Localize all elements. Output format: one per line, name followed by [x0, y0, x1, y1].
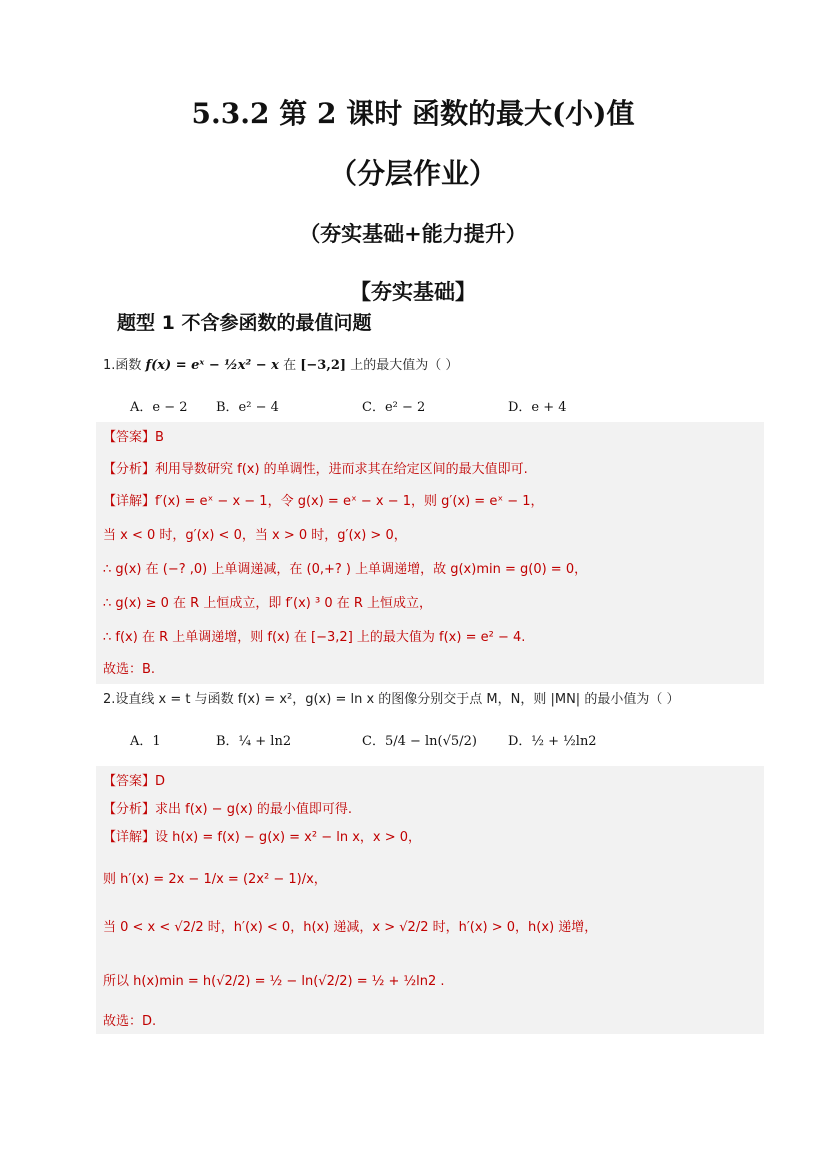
- q2-detail-1: 【详解】设 h(x) = f(x) − g(x) = x² − ln x，x > 0，: [103, 830, 422, 845]
- q2-answer: 【答案】D: [103, 774, 166, 789]
- q1-stem-b: 在: [283, 358, 297, 373]
- q1-option-a: A．e − 2: [130, 400, 188, 415]
- q1-detail-2: 当 x < 0 时，g′(x) < 0，当 x > 0 时，g′(x) > 0，: [103, 528, 407, 543]
- q1-choice: 故选：B.: [103, 662, 156, 677]
- q1-function: f(x) = eˣ − ½x² − x: [145, 358, 279, 373]
- q1-stem-a: 1.函数: [103, 358, 142, 373]
- q2-detail-2: 则 h′(x) = 2x − 1/x = (2x² − 1)/x，: [103, 872, 327, 887]
- q1-interval: [−3,2]: [300, 358, 347, 373]
- q2-option-b: B．¼ + ln2: [216, 734, 292, 749]
- question-2-options: [0, 730, 826, 752]
- q2-option-d: D．½ + ½ln2: [508, 734, 597, 749]
- question-2-answer-box: [96, 766, 764, 1034]
- q1-detail-5: ∴ f(x) 在 R 上单调递增，则 f(x) 在 [−3,2] 上的最大值为 f(x) = e² − 4.: [103, 630, 526, 645]
- section-heading: 【夯实基础】: [350, 279, 476, 304]
- q1-option-b: B．e² − 4: [216, 400, 279, 415]
- q1-option-d: D．e + 4: [508, 400, 567, 415]
- q1-detail-3: ∴ g(x) 在 (−? ,0) 上单调递减，在 (0,+? ) 上单调递增，故 g(x)min = g(0) = 0，: [103, 562, 588, 577]
- q2-detail-3: 当 0 < x < √2/2 时，h′(x) < 0，h(x) 递减，x > √2/2 时，h′(x) > 0，h(x) 递增，: [103, 920, 598, 935]
- type-heading: 题型 1 不含参函数的最值问题: [117, 312, 372, 334]
- question-2-stem: 2.设直线 x = t 与函数 f(x) = x²，g(x) = ln x 的图像分别交于点 M，N，则 |MN| 的最小值为（ ）: [103, 692, 680, 707]
- q2-detail-4: 所以 h(x)min = h(√2/2) = ½ − ln(√2/2) = ½ + ½ln2 .: [103, 974, 445, 989]
- page-title: 5.3.2 第 2 课时 函数的最大(小)值: [191, 97, 635, 130]
- question-1-stem: [103, 354, 458, 373]
- q1-answer: 【答案】B: [103, 430, 164, 445]
- q1-option-c: C．e² − 2: [362, 400, 426, 415]
- q1-detail-1: 【详解】f′(x) = eˣ − x − 1，令 g(x) = eˣ − x − 1，则 g′(x) = eˣ − 1，: [103, 494, 544, 509]
- q1-stem-c: 上的最大值为（ ）: [350, 358, 459, 373]
- q1-detail-4: ∴ g(x) ≥ 0 在 R 上恒成立，即 f′(x) ³ 0 在 R 上恒成立，: [103, 596, 433, 611]
- q2-option-a: A．1: [130, 734, 161, 749]
- q2-analysis: 【分析】求出 f(x) − g(x) 的最小值即可得.: [103, 802, 353, 817]
- q2-option-c: C．5/4 − ln(√5/2): [362, 734, 477, 749]
- question-1-answer-box: [96, 422, 764, 684]
- q2-choice: 故选：D.: [103, 1014, 157, 1029]
- page-subtitle-2: （夯实基础+能力提升）: [299, 221, 527, 246]
- question-1-options: [0, 396, 826, 416]
- page-subtitle: （分层作业）: [328, 157, 497, 190]
- q1-analysis: 【分析】利用导数研究 f(x) 的单调性，进而求其在给定区间的最大值即可.: [103, 462, 528, 477]
